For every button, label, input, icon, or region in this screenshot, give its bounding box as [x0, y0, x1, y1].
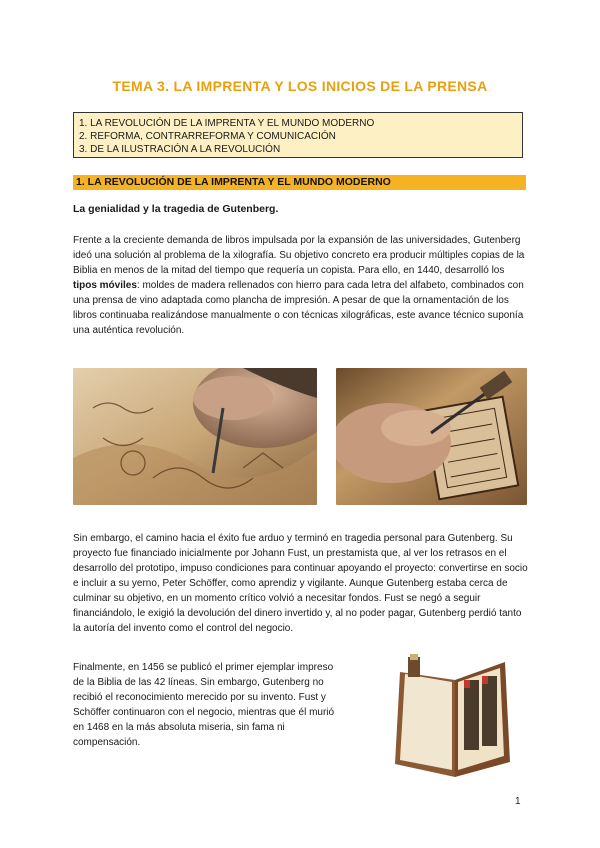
gutenberg-bible-photo: [380, 652, 527, 784]
section-heading: 1. LA REVOLUCIÓN DE LA IMPRENTA Y EL MUNDO MODERNO: [73, 175, 526, 190]
paragraph-3: Finalmente, en 1456 se publicó el primer ejemplar impreso de la Biblia de las 42 líneas. Sin embargo, Gutenberg no recibió el reconocimiento merecido por su invento. Fust y Schöffer continuaron con el negocio, mientras que él murió en 1468 en la más absoluta miseria, sin fama ni compensación.: [73, 662, 335, 748]
toc-item-2: 2. REFORMA, CONTRARREFORMA Y COMUNICACIÓN: [79, 131, 336, 142]
paragraph-1-bold-term: tipos móviles: [73, 280, 137, 291]
paragraph-2: Sin embargo, el camino hacia el éxito fue arduo y terminó en tragedia personal para Gutenberg. Su proyecto fue financiado inicialmente por Johann Fust, un prestamista que, al ver los retrasos en el desarrollo del prototipo, impuso condiciones para continuar apoyando el proyecto: convertirse en socio e incluir a su yerno, Peter Schöffer, como aprendiz y vigilante. Aunque Gutenberg estaba cerca de culminar su objetivo, en un momento crítico volvió a necesitar fondos. Fust se negó a seguir financiándolo, le exigió la devolución del dinero invertido y, al no poder pagar, Gutenberg perdió tanto la autoría del invento como el control del negocio.: [73, 533, 528, 634]
woodblock-engraving-photo-left: [73, 368, 317, 505]
toc-item-3: 3. DE LA ILUSTRACIÓN A LA REVOLUCIÓN: [79, 144, 281, 155]
page-number: 1: [515, 796, 521, 807]
paragraph-1: [73, 233, 528, 338]
document-title: TEMA 3. LA IMPRENTA Y LOS INICIOS DE LA PRENSA: [112, 78, 488, 94]
toc-item-1: 1. LA REVOLUCIÓN DE LA IMPRENTA Y EL MUNDO MODERNO: [79, 118, 375, 129]
paragraph-1-part-b: : moldes de madera rellenados con hierro para cada letra del alfabeto, combinados con una prensa de vino adaptada como plancha de impresión. A pesar de que la ornamentación de los libros continuaba realizándose manualmente o con técnicas xilográficas, este avance técnico suponía una auténtica revolución.: [73, 280, 524, 336]
woodblock-carving-photo-right: [336, 368, 527, 505]
table-of-contents: [73, 112, 523, 158]
subsection-title: La genialidad y la tragedia de Gutenberg.: [73, 203, 279, 215]
paragraph-1-part-a: Frente a la creciente demanda de libros impulsada por la expansión de las universidades, Gutenberg ideó una solución al problema de la xilografía. Su objetivo concreto era producir múltiples copias de la Biblia en menos de la mitad del tiempo que requería un copista. Para ello, en 1440, desarrolló los: [73, 235, 525, 276]
